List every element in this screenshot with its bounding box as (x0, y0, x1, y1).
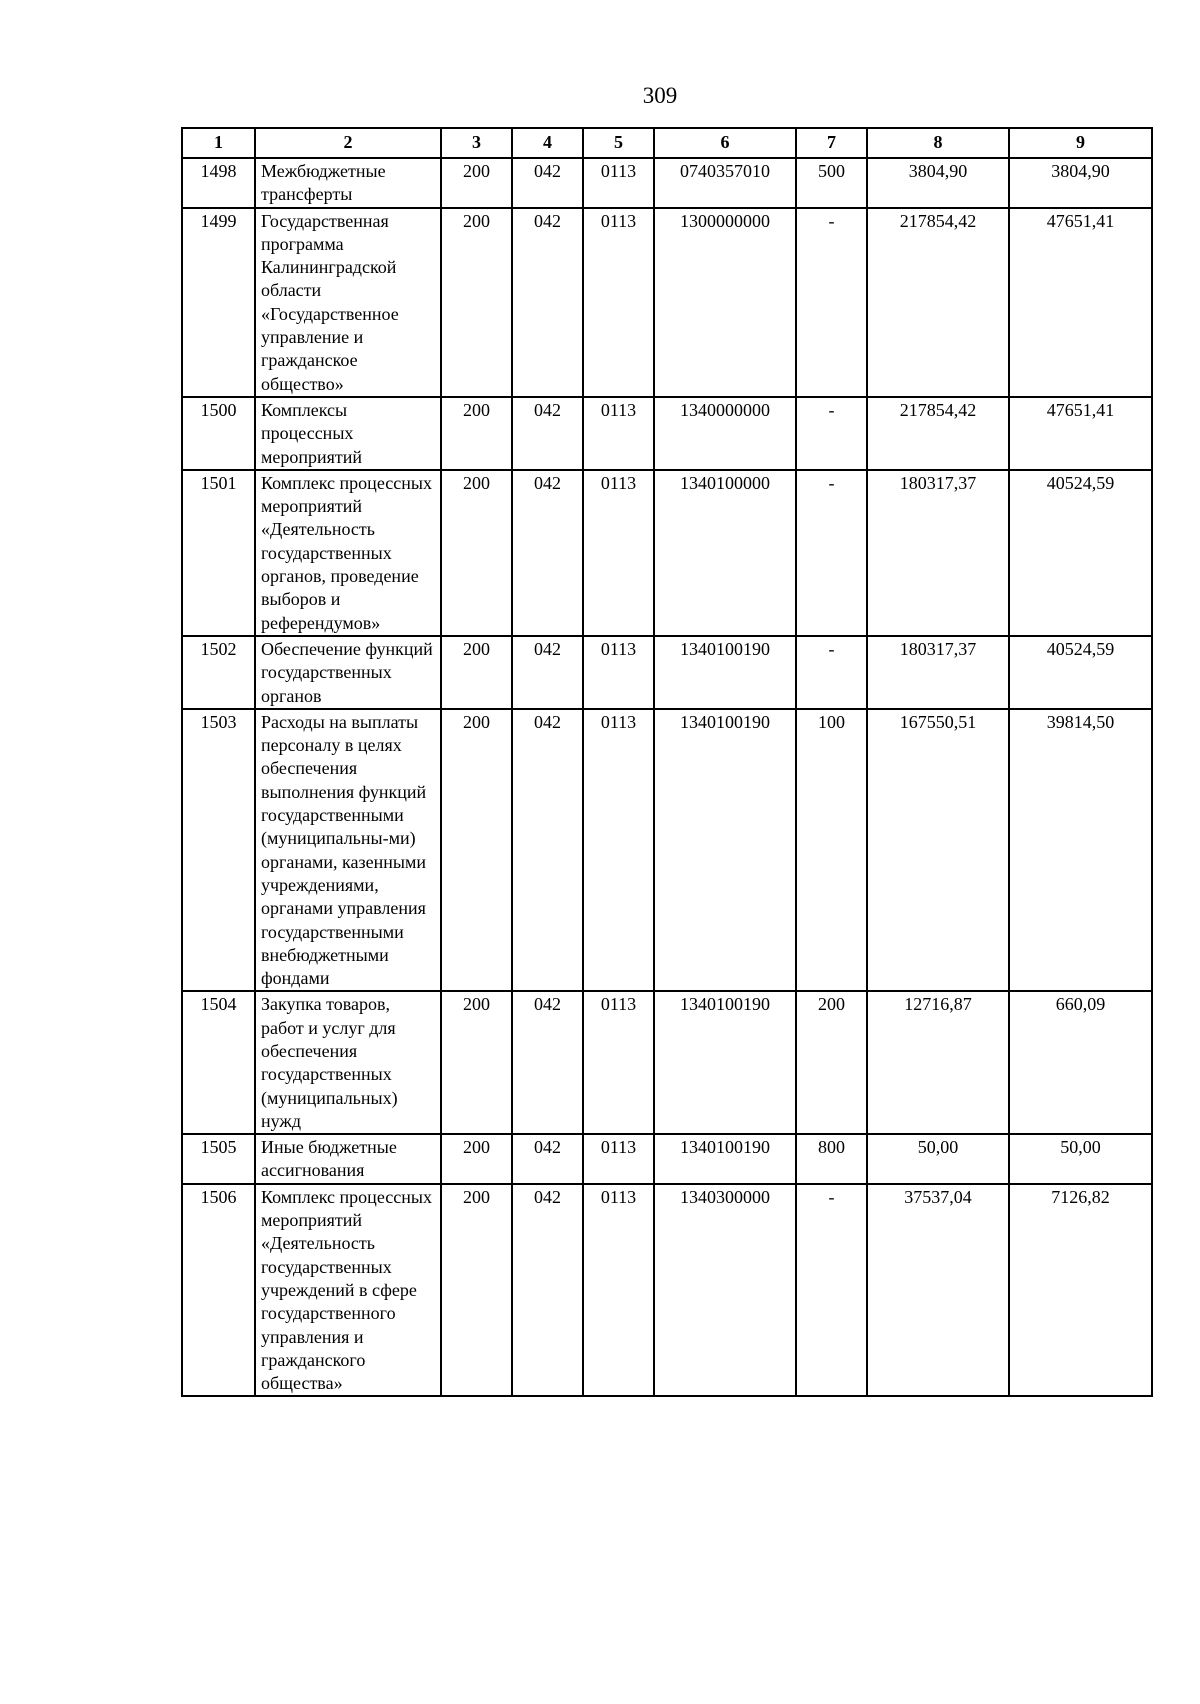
cell-col6: 1340000000 (654, 397, 796, 470)
row-number: 1499 (182, 208, 255, 397)
column-header: 9 (1009, 128, 1152, 158)
cell-col6: 1340100190 (654, 709, 796, 992)
cell-col6: 1340100190 (654, 636, 796, 709)
table-row (182, 636, 1152, 709)
cell-col5: 0113 (583, 397, 654, 470)
cell-col3: 200 (441, 1184, 512, 1397)
row-name: Иные бюджетные ассигнования (255, 1134, 441, 1184)
cell-col7: - (796, 397, 867, 470)
table-row (182, 991, 1152, 1134)
cell-col8: 167550,51 (867, 709, 1009, 992)
table-row (182, 470, 1152, 636)
cell-col8: 180317,37 (867, 636, 1009, 709)
table-row (182, 1184, 1152, 1397)
cell-col5: 0113 (583, 709, 654, 992)
cell-col9: 660,09 (1009, 991, 1152, 1134)
table-header-row (182, 128, 1152, 158)
column-header: 6 (654, 128, 796, 158)
row-name: Государственная программа Калининградской области «Государственное управление и гражданское общество» (255, 208, 441, 397)
row-number: 1505 (182, 1134, 255, 1184)
cell-col5: 0113 (583, 1184, 654, 1397)
cell-col7: - (796, 636, 867, 709)
cell-col8: 180317,37 (867, 470, 1009, 636)
row-number: 1506 (182, 1184, 255, 1397)
cell-col8: 3804,90 (867, 158, 1009, 208)
row-name: Комплексы процессных мероприятий (255, 397, 441, 470)
cell-col5: 0113 (583, 991, 654, 1134)
cell-col8: 217854,42 (867, 208, 1009, 397)
column-header: 4 (512, 128, 583, 158)
cell-col5: 0113 (583, 208, 654, 397)
cell-col7: 100 (796, 709, 867, 992)
cell-col3: 200 (441, 208, 512, 397)
column-header: 1 (182, 128, 255, 158)
cell-col3: 200 (441, 709, 512, 992)
cell-col6: 1300000000 (654, 208, 796, 397)
cell-col3: 200 (441, 636, 512, 709)
budget-table (181, 127, 1153, 1397)
column-header: 2 (255, 128, 441, 158)
column-header: 7 (796, 128, 867, 158)
cell-col6: 1340100000 (654, 470, 796, 636)
row-number: 1502 (182, 636, 255, 709)
row-name: Расходы на выплаты персоналу в целях обеспечения выполнения функций государственными (муниципальны-ми) органами, казенными учреждениями, органами управления государственными внебюджетными фондами (255, 709, 441, 992)
cell-col4: 042 (512, 158, 583, 208)
cell-col7: 200 (796, 991, 867, 1134)
cell-col7: - (796, 208, 867, 397)
cell-col8: 37537,04 (867, 1184, 1009, 1397)
row-name: Комплекс процессных мероприятий «Деятельность государственных органов, проведение выборов и референдумов» (255, 470, 441, 636)
column-header: 5 (583, 128, 654, 158)
cell-col9: 3804,90 (1009, 158, 1152, 208)
cell-col4: 042 (512, 470, 583, 636)
row-name: Закупка товаров, работ и услуг для обеспечения государственных (муниципальных) нужд (255, 991, 441, 1134)
table-row (182, 158, 1152, 208)
table-row (182, 208, 1152, 397)
table-row (182, 1134, 1152, 1184)
cell-col4: 042 (512, 636, 583, 709)
cell-col5: 0113 (583, 158, 654, 208)
row-number: 1500 (182, 397, 255, 470)
cell-col7: 800 (796, 1134, 867, 1184)
cell-col5: 0113 (583, 636, 654, 709)
cell-col4: 042 (512, 709, 583, 992)
cell-col4: 042 (512, 1134, 583, 1184)
cell-col9: 47651,41 (1009, 208, 1152, 397)
table-row (182, 397, 1152, 470)
cell-col6: 0740357010 (654, 158, 796, 208)
cell-col4: 042 (512, 397, 583, 470)
table-row (182, 709, 1152, 992)
row-number: 1503 (182, 709, 255, 992)
cell-col9: 39814,50 (1009, 709, 1152, 992)
cell-col5: 0113 (583, 1134, 654, 1184)
cell-col7: - (796, 470, 867, 636)
cell-col4: 042 (512, 208, 583, 397)
cell-col4: 042 (512, 1184, 583, 1397)
cell-col8: 217854,42 (867, 397, 1009, 470)
cell-col9: 7126,82 (1009, 1184, 1152, 1397)
cell-col3: 200 (441, 991, 512, 1134)
cell-col9: 47651,41 (1009, 397, 1152, 470)
cell-col6: 1340300000 (654, 1184, 796, 1397)
cell-col9: 40524,59 (1009, 470, 1152, 636)
cell-col8: 50,00 (867, 1134, 1009, 1184)
row-name: Обеспечение функций государственных органов (255, 636, 441, 709)
row-name: Комплекс процессных мероприятий «Деятельность государственных учреждений в сфере государственного управления и гражданского общества» (255, 1184, 441, 1397)
cell-col3: 200 (441, 1134, 512, 1184)
column-header: 3 (441, 128, 512, 158)
cell-col3: 200 (441, 397, 512, 470)
cell-col9: 50,00 (1009, 1134, 1152, 1184)
column-header: 8 (867, 128, 1009, 158)
cell-col9: 40524,59 (1009, 636, 1152, 709)
row-number: 1504 (182, 991, 255, 1134)
cell-col8: 12716,87 (867, 991, 1009, 1134)
row-name: Межбюджетные трансферты (255, 158, 441, 208)
cell-col6: 1340100190 (654, 991, 796, 1134)
row-number: 1498 (182, 158, 255, 208)
cell-col3: 200 (441, 470, 512, 636)
cell-col4: 042 (512, 991, 583, 1134)
page-number: 309 (642, 83, 678, 108)
cell-col6: 1340100190 (654, 1134, 796, 1184)
cell-col7: 500 (796, 158, 867, 208)
cell-col3: 200 (441, 158, 512, 208)
cell-col5: 0113 (583, 470, 654, 636)
row-number: 1501 (182, 470, 255, 636)
cell-col7: - (796, 1184, 867, 1397)
